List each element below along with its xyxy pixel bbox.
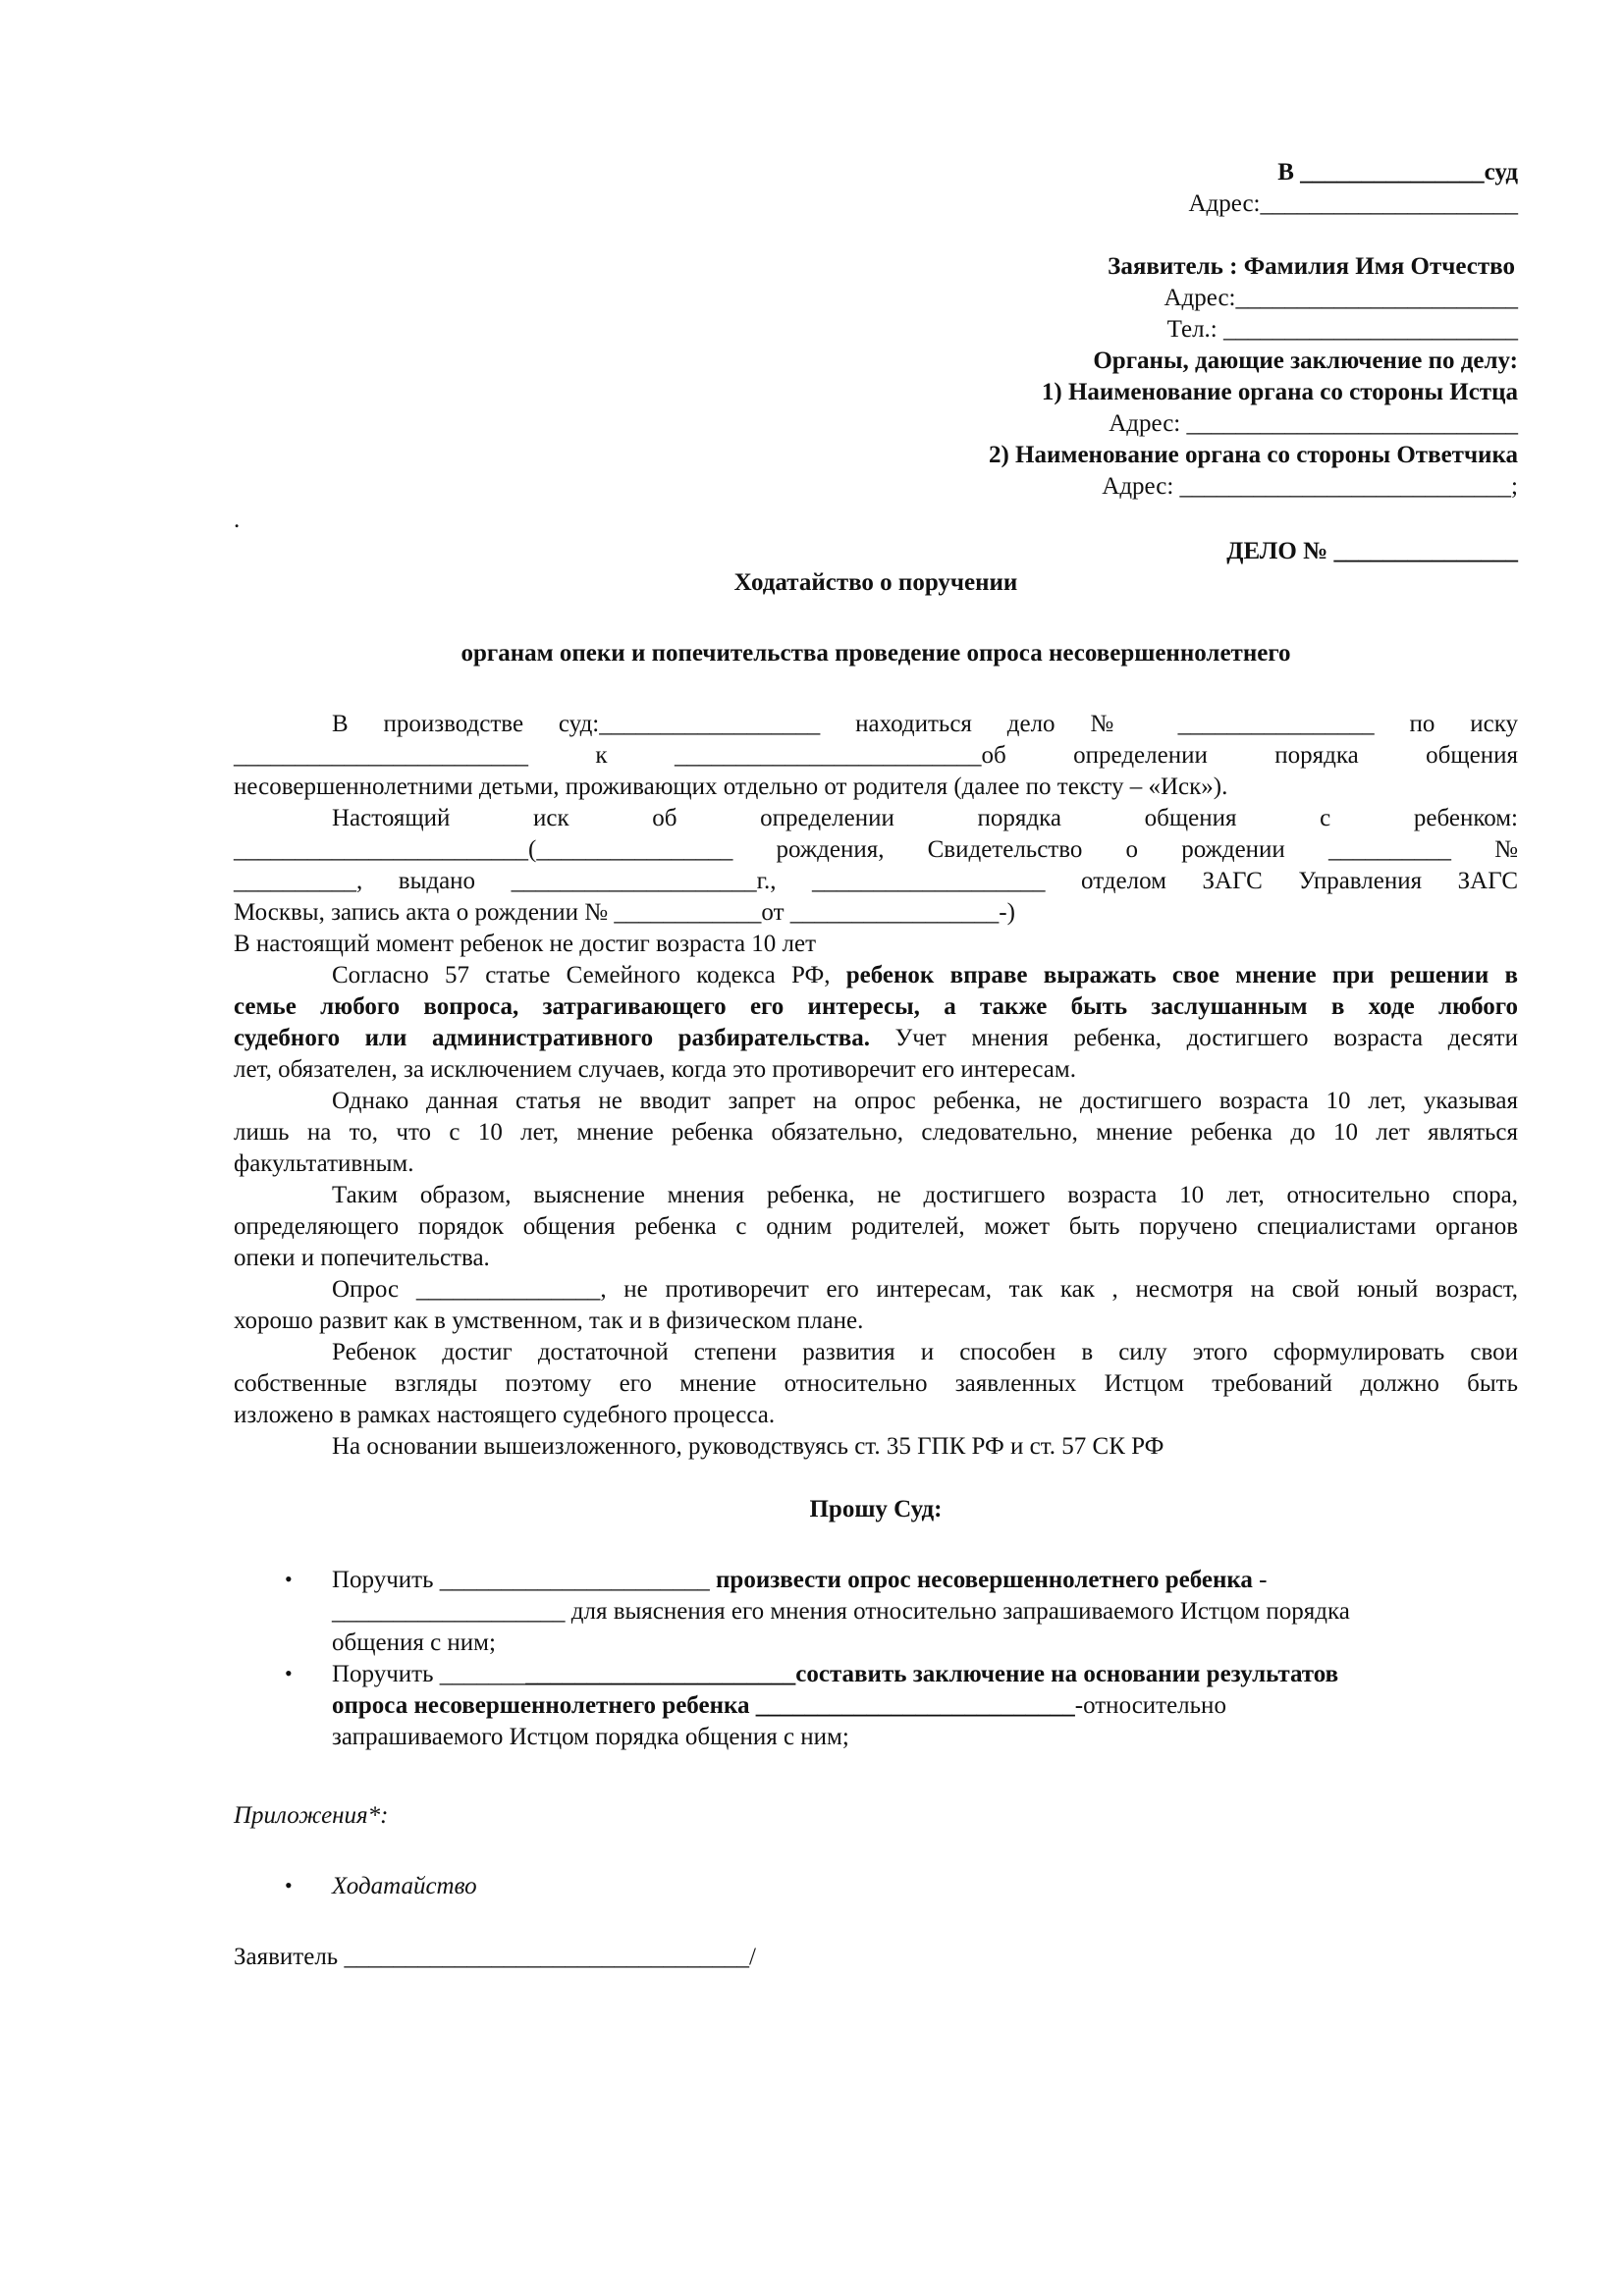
body-line: лет, обязателен, за исключением случаев, когда это противоречит его интересам. (234, 1056, 1076, 1083)
body-line: лишь на то, что с 10 лет, мнение ребенка обязательно, следовательно, мнение ребенка до 10 лет являться (234, 1119, 1518, 1146)
request-line: запрашиваемого Истцом порядка общения с ним; (332, 1724, 849, 1750)
text-span-bold: произвести опрос несовершеннолетнего ребенка (716, 1567, 1253, 1593)
request-line (332, 1690, 1226, 1722)
body-line: Опрос _______________, не противоречит его интересам, так как , несмотря на свой юный возраст, (332, 1276, 1518, 1303)
body-line: хорошо развит как в умственном, так и в физическом плане. (234, 1308, 864, 1334)
organ2-address: Адрес: ___________________________; (1102, 473, 1518, 500)
text-span-bold: опроса несовершеннолетнего ребенка __________________________ (332, 1692, 1075, 1719)
body-line: изложено в рамках настоящего судебного процесса. (234, 1402, 776, 1428)
organ1-address: Адрес: ___________________________ (1109, 410, 1518, 437)
body-line: Однако данная статья не вводит запрет на опрос ребенка, не достигшего возраста 10 лет, указывая (332, 1088, 1518, 1114)
body-line: факультативным. (234, 1150, 414, 1177)
body-line: Москвы, запись акта о рождении № ____________от _________________-) (234, 899, 1015, 926)
body-line: В настоящий момент ребенок не достиг возраста 10 лет (234, 931, 817, 957)
case-number: ДЕЛО № _______________ (1226, 538, 1518, 564)
stray-dot: . (234, 507, 241, 533)
body-line: собственные взгляды поэтому его мнение относительно заявленных Истцом требований должно быть (234, 1370, 1518, 1397)
text-span-bold: ______________________составить заключение на основании результатов (525, 1661, 1339, 1687)
text-span-bold: судебного или административного разбирательства. (234, 1025, 871, 1051)
body-line: Ребенок достиг достаточной степени развития и способен в силу этого сформулировать свои (332, 1339, 1518, 1365)
text-span-bold: ребенок вправе выражать свое мнение при решении в (845, 962, 1518, 988)
applicant-name: Заявитель : Фамилия Имя Отчество (1108, 253, 1515, 280)
text-span: - (1252, 1567, 1268, 1593)
body-line: В производстве суд:__________________ находиться дело № ________________ по иску (332, 711, 1518, 737)
document-subtitle: органам опеки и попечительства проведение опроса несовершеннолетнего (460, 640, 1291, 667)
text-span: -относительно (1074, 1692, 1226, 1719)
text-span: Поручить ______________________ (332, 1567, 717, 1593)
body-line: Таким образом, выяснение мнения ребенка, не достигшего возраста 10 лет, относительно спора, (332, 1182, 1518, 1208)
court-line: В _______________суд (1277, 159, 1518, 186)
body-line: опеки и попечительства. (234, 1245, 490, 1271)
bullet-icon: • (285, 1873, 293, 1897)
request-line (332, 1565, 1267, 1596)
organ2-name: 2) Наименование органа со стороны Ответчика (988, 442, 1518, 468)
organs-title: Органы, дающие заключение по делу: (1093, 347, 1518, 374)
body-line (332, 960, 1518, 991)
document-title: Ходатайство о поручении (733, 569, 1018, 596)
applicant-address: Адрес:_______________________ (1164, 285, 1518, 311)
body-line: Настоящий иск об определении порядка общения с ребенком: (332, 805, 1518, 831)
body-line: определяющего порядок общения ребенка с одним родителей, может быть поручено специалистами органов (234, 1213, 1518, 1240)
body-line: На основании вышеизложенного, руководствуясь ст. 35 ГПК РФ и ст. 57 СК РФ (332, 1433, 1164, 1460)
request-title: Прошу Суд: (809, 1496, 943, 1522)
text-span: Поручить _______ (332, 1661, 526, 1687)
text-span: Согласно 57 статье Семейного кодекса РФ, (332, 962, 846, 988)
body-line: ________________________(________________ рождения, Свидетельство о рождении __________ № (234, 836, 1518, 863)
organ1-name: 1) Наименование органа со стороны Истца (1041, 379, 1518, 405)
signature-line: Заявитель _________________________________/ (234, 1944, 756, 1970)
request-line: общения с ним; (332, 1629, 496, 1656)
text-span: Учет мнения ребенка, достигшего возраста десяти (870, 1025, 1518, 1051)
request-line (332, 1659, 1338, 1690)
attachments-title: Приложения*: (234, 1802, 389, 1829)
bullet-icon: • (285, 1661, 293, 1685)
body-line: ________________________ к _________________________об определении порядка общения (234, 742, 1518, 769)
attachment-item: Ходатайство (332, 1873, 477, 1899)
applicant-phone: Тел.: ________________________ (1166, 316, 1518, 343)
request-line: ___________________ для выяснения его мнения относительно запрашиваемого Истцом порядка (332, 1598, 1350, 1625)
bullet-icon: • (285, 1567, 293, 1591)
court-address: Адрес:_____________________ (1188, 190, 1518, 217)
body-line: __________, выдано ____________________г., ___________________ отделом ЗАГС Управления ЗАГС (234, 868, 1518, 894)
body-line (234, 1023, 1518, 1054)
body-line: несовершеннолетними детьми, проживающих отдельно от родителя (далее по тексту – «Иск»). (234, 774, 1228, 800)
body-line: семье любого вопроса, затрагивающего его интересы, а также быть заслушанным в ходе любого (234, 993, 1518, 1020)
